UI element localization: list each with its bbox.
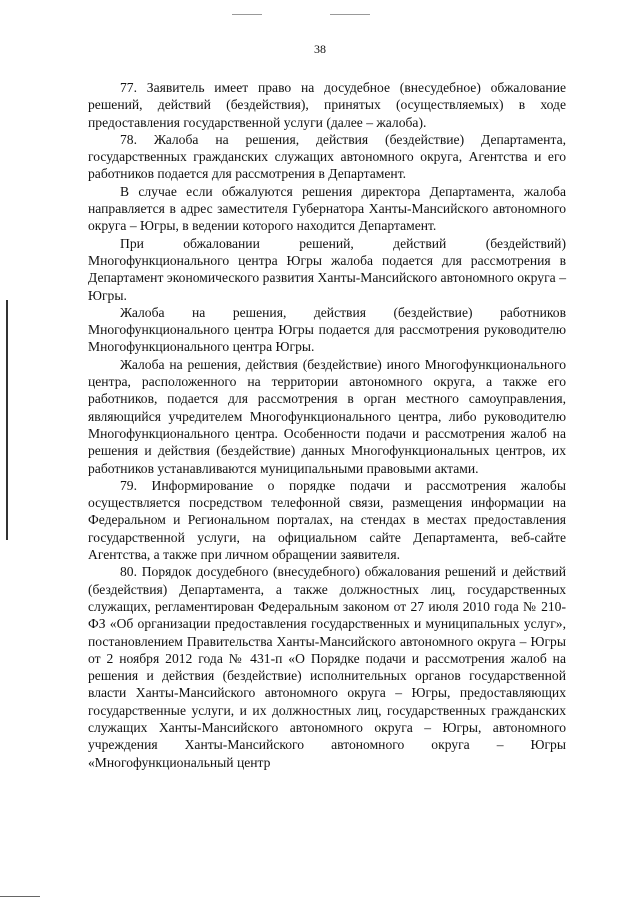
paragraph: Жалоба на решения, действия (бездействие) работников Многофункционального центра Югры подается для рассмотрения руководителю Многофункционального центра Югры. bbox=[88, 304, 566, 355]
scan-artifact bbox=[330, 14, 370, 15]
paragraph: 79. Информирование о порядке подачи и рассмотрения жалобы осуществляется посредством телефонной связи, размещения информации на Федеральном и Региональном порталах, на стендах в местах предоставления государственной услуги, на официальном сайте Департамента, веб-сайте Агентства, а также при личном обращении заявителя. bbox=[88, 477, 566, 563]
paragraph: В случае если обжалуются решения директора Департамента, жалоба направляется в адрес заместителя Губернатора Ханты-Мансийского автономного округа – Югры, в ведении которого находится Департамент. bbox=[88, 183, 566, 234]
page-number: 38 bbox=[314, 42, 326, 56]
scan-margin-line bbox=[6, 300, 8, 540]
paragraph: Жалоба на решения, действия (бездействие) иного Многофункционального центра, расположенного на территории автономного округа, а также его работников, подается для рассмотрения в орган местного самоуправления, являющийся учредителем Многофункционального центра, либо руководителю Многофункционального центра. Особенности подачи и рассмотрения жалоб на решения и действия (бездействие) данных Многофункциональных центров, их работников устанавливаются муниципальными правовыми актами. bbox=[88, 356, 566, 476]
paragraph: При обжаловании решений, действий (бездействий) Многофункционального центра Югры жалоба подается для рассмотрения в Департамент экономического развития Ханты-Мансийского автономного округа – Югры. bbox=[88, 235, 566, 303]
paragraph: 80. Порядок досудебного (внесудебного) обжалования решений и действий (бездействия) Департамента, а также должностных лиц, государственных служащих, регламентирован Федеральным законом от 27 июля 2010 года № 210-ФЗ «Об организации предоставления государственных и муниципальных услуг», постановлением Правительства Ханты-Мансийского автономного округа – Югры от 2 ноября 2012 года № 431-п «О Порядке подачи и рассмотрения жалоб на решения и действия (бездействие) исполнительных органов государственной власти Ханты-Мансийского автономного округа – Югры, предоставляющих государственные услуги, и их должностных лиц, государственных гражданских служащих Ханты-Мансийского автономного округа – Югры, автономного учреждения Ханты-Мансийского автономного округа – Югры «Многофункциональный центр bbox=[88, 564, 566, 770]
paragraph: 78. Жалоба на решения, действия (бездействие) Департамента, государственных гражданских служащих автономного округа, Агентства и его работников подается для рассмотрения в Департамент. bbox=[88, 131, 566, 182]
document-body bbox=[88, 79, 566, 771]
paragraph: 77. Заявитель имеет право на досудебное (внесудебное) обжалование решений, действий (бездействия), принятых (осуществляемых) в ходе предоставления государственной услуги (далее – жалоба). bbox=[88, 80, 566, 130]
scan-bottom-line bbox=[0, 896, 40, 897]
scan-artifact bbox=[232, 14, 262, 15]
